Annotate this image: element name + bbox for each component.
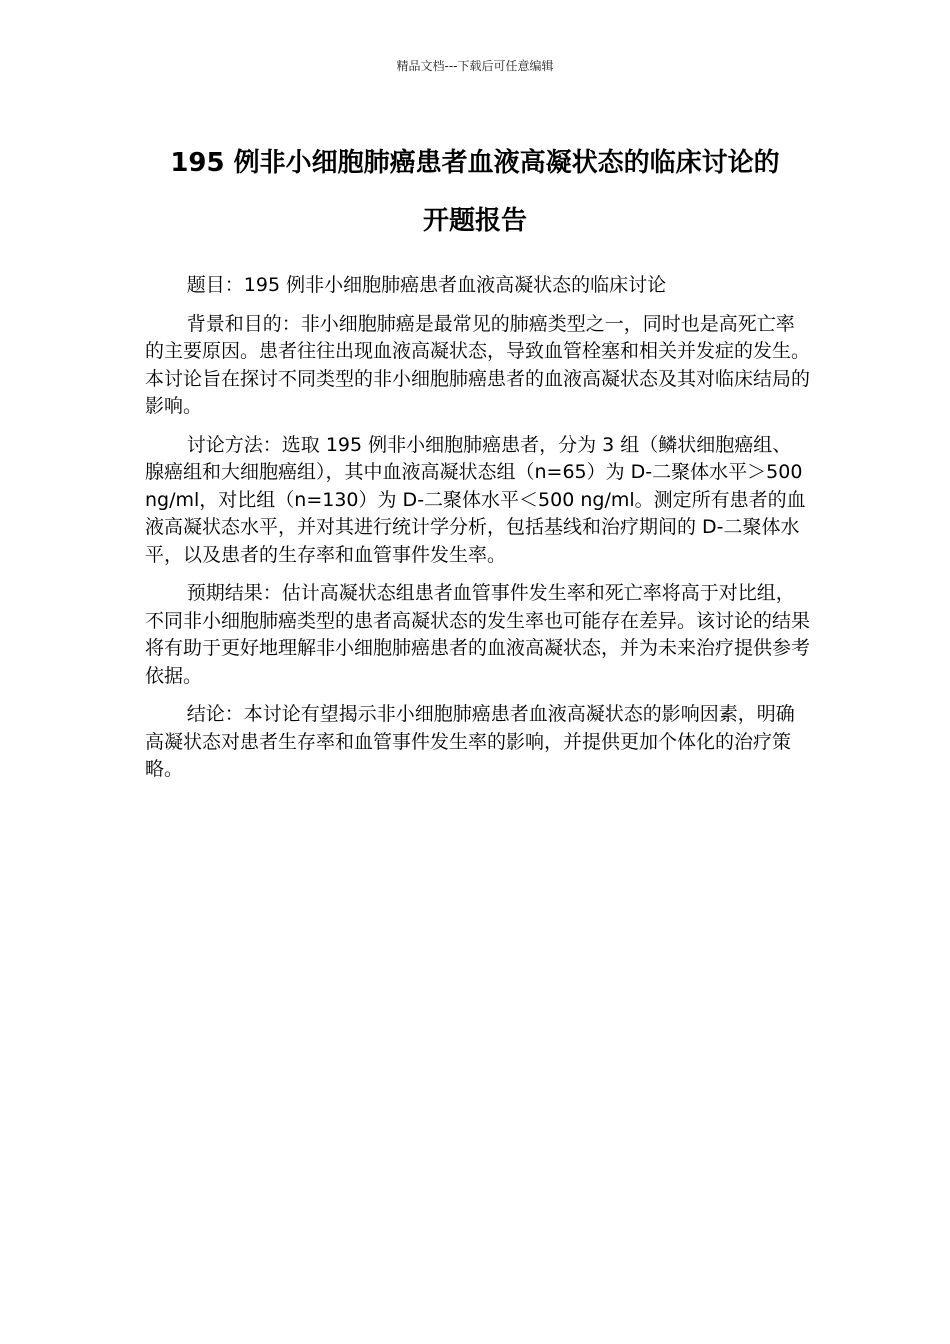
paragraph-methods: 讨论方法：选取 195 例非小细胞肺癌患者，分为 3 组（鳞状细胞癌组、腺癌组和大细胞癌组），其中血液高凝状态组（n=65）为 D-二聚体水平＞500 ng/ml，对比组（n=130）为 D-二聚体水平＜500 ng/ml。测定所有患者的血液高凝状态水平，并对其进行统计学分析，包括基线和治疗期间的 D-二聚体水平，以及患者的生存率和血管事件发生率。 [145,433,806,566]
paragraph-expected-results: 预期结果：估计高凝状态组患者血管事件发生率和死亡率将高于对比组，不同非小细胞肺癌类型的患者高凝状态的发生率也可能存在差异。该讨论的结果将有助于更好地理解非小细胞肺癌患者的血液高凝状态，并为未来治疗提供参考依据。 [145,582,811,687]
title-line-2: 开题报告 [422,206,527,236]
paragraph-background: 背景和目的：非小细胞肺癌是最常见的肺癌类型之一，同时也是高死亡率的主要原因。患者往往出现血液高凝状态，导致血管栓塞和相关并发症的发生。本讨论旨在探讨不同类型的非小细胞肺癌患者的血液高凝状态及其对临床结局的影响。 [145,312,811,417]
title-line-1: 195 例非小细胞肺癌患者血液高凝状态的临床讨论的 [170,148,780,178]
paragraph-topic: 题目：195 例非小细胞肺癌患者血液高凝状态的临床讨论 [186,274,667,296]
document-title [120,134,830,250]
paragraph-conclusion: 结论：本讨论有望揭示非小细胞肺癌患者血液高凝状态的影响因素，明确高凝状态对患者生存率和血管事件发生率的影响，并提供更加个体化的治疗策略。 [145,703,795,780]
page-header: 精品文档---下载后可任意编辑 [396,59,554,73]
document-body [145,272,810,795]
